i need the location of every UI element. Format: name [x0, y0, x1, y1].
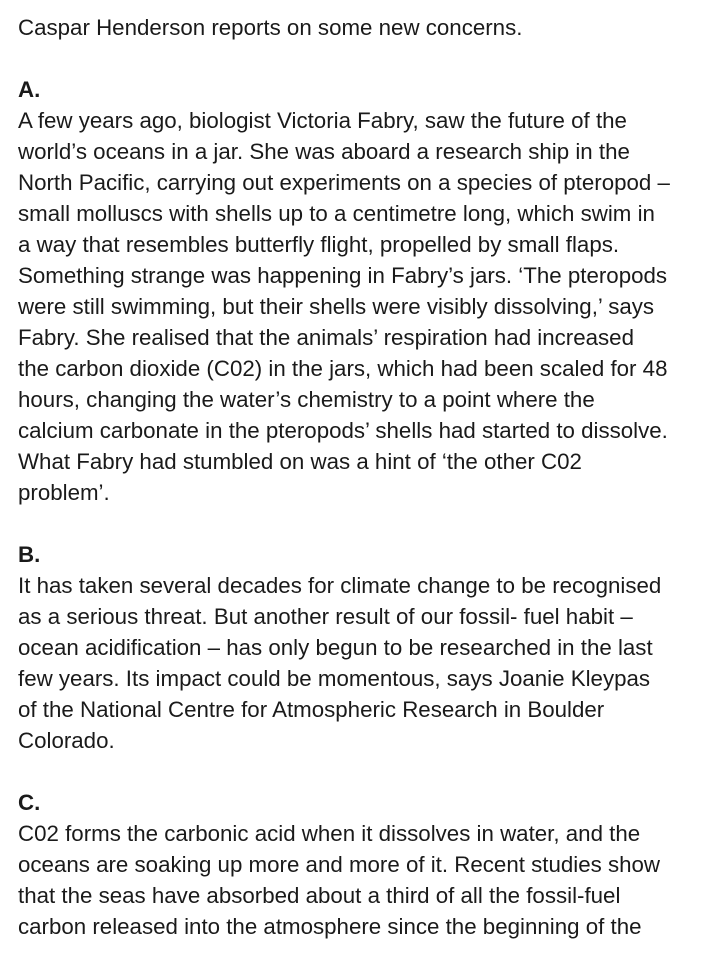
section-b-line: ocean acidification – has only begun to be researched in the last — [18, 635, 653, 660]
section-b-line: Colorado. — [18, 728, 115, 753]
intro-line: Caspar Henderson reports on some new concerns. — [18, 15, 523, 40]
section-a-line: were still swimming, but their shells were visibly dissolving,’ says — [18, 294, 655, 319]
section-a-line: calcium carbonate in the pteropods’ shells had started to dissolve. — [18, 418, 668, 443]
section-a-line: North Pacific, carrying out experiments on a species of pteropod – — [18, 170, 670, 195]
section-a-line: small molluscs with shells up to a centimetre long, which swim in — [18, 201, 655, 226]
spacer — [18, 43, 718, 74]
spacer — [18, 508, 718, 539]
spacer — [18, 756, 718, 787]
section-a-line: world’s oceans in a jar. She was aboard a research ship in the — [18, 139, 630, 164]
section-a-line: a way that resembles butterfly flight, propelled by small flaps. — [18, 232, 620, 257]
section-a-line: A few years ago, biologist Victoria Fabry, saw the future of the — [18, 108, 627, 133]
section-b-line: of the National Centre for Atmospheric Research in Boulder — [18, 697, 605, 722]
section-b-line: few years. Its impact could be momentous, says Joanie Kleypas — [18, 666, 651, 691]
section-a-line: hours, changing the water’s chemistry to a point where the — [18, 387, 595, 412]
section-c-line: carbon released into the atmosphere since the beginning of the — [18, 914, 642, 939]
section-a-line: problem’. — [18, 480, 110, 505]
section-b-line: as a serious threat. But another result of our fossil- fuel habit – — [18, 604, 633, 629]
section-a-line: Fabry. She realised that the animals’ respiration had increased — [18, 325, 634, 350]
article-body — [18, 12, 718, 942]
section-b-line: It has taken several decades for climate change to be recognised — [18, 573, 662, 598]
section-a-line: What Fabry had stumbled on was a hint of ‘the other C02 — [18, 449, 582, 474]
section-c-heading: C. — [18, 790, 41, 815]
section-b-heading: B. — [18, 542, 41, 567]
section-c-line: C02 forms the carbonic acid when it dissolves in water, and the — [18, 821, 641, 846]
section-c-line: oceans are soaking up more and more of it. Recent studies show — [18, 852, 661, 877]
section-a-line: the carbon dioxide (C02) in the jars, which had been scaled for 48 — [18, 356, 668, 381]
section-c-line: that the seas have absorbed about a third of all the fossil-fuel — [18, 883, 621, 908]
section-a-line: Something strange was happening in Fabry’s jars. ‘The pteropods — [18, 263, 668, 288]
section-a-heading: A. — [18, 77, 41, 102]
